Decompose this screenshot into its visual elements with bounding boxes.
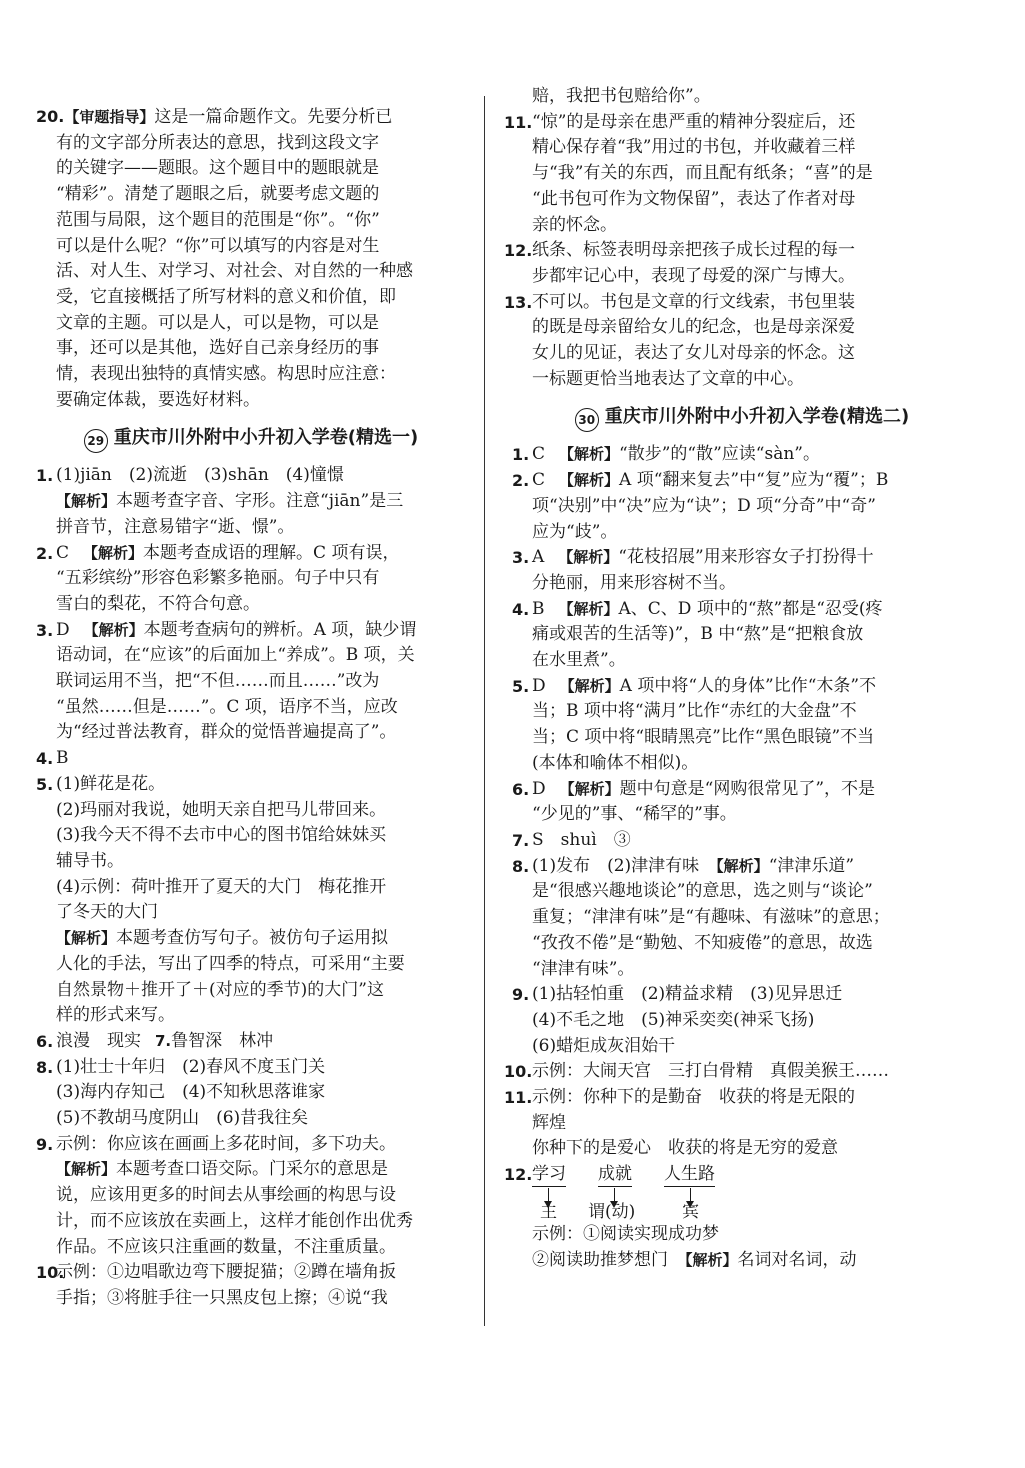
analysis-tag: 【解析】: [56, 929, 117, 948]
question-number: 20.: [36, 107, 65, 126]
section-number-badge: 30: [575, 408, 599, 432]
analysis-tag: 【解析】: [559, 445, 620, 464]
diagram-word: 成就: [598, 1162, 632, 1187]
answer-2: 2. C 【解析】本题考查成语的理解。C 项有误， “五彩缤纷”形容色彩繁多艳丽。句子中只有 雪白的梨花，不符合句意。: [36, 542, 400, 614]
section-title: 重庆市川外附中小升初入学卷(精选二): [604, 406, 910, 428]
diagram-label: 宾: [682, 1202, 699, 1223]
answer-4: 4. B: [36, 748, 69, 769]
section-title: 重庆市川外附中小升初入学卷(精选一): [113, 427, 419, 449]
answer-10: 10. 示例：①边唱歌边弯下腰捉猫；②蹲在墙角扳 手指；③将脏手往一只黑皮包上擦；④说“我: [36, 1262, 396, 1308]
analysis-tag: 【解析】: [83, 620, 144, 639]
diagram-word: 学习: [532, 1162, 566, 1187]
answer-r4: 4. B 【解析】A、C、D 项中的“熬”都是“忍受(疼 痛或艰苦的生活等)”，B 中“熬”是“把粮食放 在水里煮”。: [512, 598, 883, 671]
analysis-tag: 【解析】: [56, 492, 117, 511]
analysis-tag: 【解析】: [56, 1160, 117, 1179]
section-heading-30: [512, 404, 972, 432]
answer-6-7: 6. 浪漫 现实 7.鲁智深 林冲: [36, 1030, 274, 1051]
question-number: 7.: [155, 1031, 172, 1050]
diagram-label: 谓(动): [588, 1202, 636, 1223]
answer-20: 20.【审题指导】这是一篇命题作文。先要分析已 有的文字部分所表达的意思，找到这段文字 的关键字——题眼。这个题目中的题眼就是 “精彩”。清楚了题眼之后，就要考虑文题的 范围与局限，这个题目的范围是“你”。“你” 可以是什么呢？“你”可以填写的内容是对生 活、对人生、对学习、对社会、对自然的一种感 受，它直接概括了所写材料的意义和价值，即 文章的主题。可以是人，可以是物，可以是 事，还可以是其他，选好自己亲身经历的事 情，表现出独特的真情实感。构思时应注意： 要确定体裁，要选好材料。: [36, 107, 413, 410]
analysis-tag: 【解析】: [559, 676, 620, 695]
answer-5: 5. (1)鲜花是花。 (2)玛丽对我说，她明天亲自把马儿带回来。 (3)我今天不得不去市中心的图书馆给妹妹买 辅导书。 (4)示例：荷叶推开了夏天的大门 梅花推开 了冬天的大门 【解析】本题考查仿写句子。被仿句子运用拟 人化的手法，写出了四季的特点，可采用“主要 自然景物＋推开了＋(对应的季节)的大门”这 样的形式来写。: [36, 773, 405, 1026]
answer-r7: 7. S shuì ③: [512, 829, 631, 850]
column-divider: [484, 96, 485, 1326]
analysis-tag: 【解析】: [559, 779, 620, 798]
section-heading-29: [36, 425, 466, 453]
diagram-label: 主: [540, 1202, 557, 1223]
answer-9: 9. 示例：你应该在画画上多花时间，多下功夫。 【解析】本题考查口语交际。门采尔的意思是 说，应该用更多的时间去从事绘画的构思与设 计，而不应该放在卖画上，这样才能创作出优秀 作品。不应该只注重画的数量，不注重质量。: [36, 1133, 413, 1257]
analysis-tag: 【解析】: [559, 471, 620, 490]
answer-1: 1. (1)jiān (2)流逝 (3)shān (4)憧憬 【解析】本题考查字音、字形。注意“jiān”是三 拼音节，注意易错字“逝、憬”。: [36, 465, 404, 537]
analysis-tag: 【审题指导】: [64, 108, 155, 126]
answer-r11: 11. 示例：你种下的是勤奋 收获的将是无限的 辉煌 你种下的是爱心 收获的将是无穷的爱意: [504, 1087, 855, 1159]
answer-12: 12. 纸条、标签表明母亲把孩子成长过程的每一 步都牢记心中，表现了母爱的深广与博大。: [504, 240, 855, 286]
diagram-word: 人生路: [664, 1162, 715, 1187]
answer-r8: 8. (1)发布 (2)津津有味 【解析】“津津乐道” 是“很感兴趣地谈论”的意思，选之则与“谈论” 重复；“津津有味”是“有趣味、有滋味”的意思； “孜孜不倦”是“勤勉、不知疲倦”的意思，故选 “津津有味”。: [512, 855, 890, 979]
section-number-badge: 29: [84, 429, 108, 453]
answer-r9: 9. (1)拈轻怕重 (2)精益求精 (3)见异思迁 (4)不毛之地 (5)神采奕奕(神采飞扬) (6)蜡炬成灰泪始干: [512, 984, 843, 1056]
answer-r10: 10. 示例：大闹天宫 三打白骨精 真假美猴王……: [504, 1061, 889, 1082]
answer-r2: 2. C 【解析】A 项“翻来复去”中“复”应为“覆”；B 项“决别”中“决”应为“诀”；D 项“分奇”中“奇” 应为“歧”。: [512, 470, 889, 542]
answer-r3: 3. A 【解析】“花枝招展”用来形容女子打扮得十 分艳丽，用来形容树不当。: [512, 547, 874, 593]
analysis-tag: 【解析】: [558, 599, 619, 618]
sentence-structure-diagram: [532, 1162, 972, 1222]
analysis-tag: 【解析】: [685, 1250, 738, 1269]
answer-8: 8. (1)壮士十年归 (2)春风不度玉门关 (3)海内存知己 (4)不知秋思落谁家 (5)不教胡马度阴山 (6)昔我往矣: [36, 1056, 326, 1129]
answer-r1: 1. C 【解析】“散步”的“散”应读“sàn”。: [512, 444, 820, 465]
answer-10-continued: 赔，我把书包赔给你”。: [532, 86, 711, 106]
left-column: [36, 104, 466, 1312]
answer-r6: 6. D 【解析】题中句意是“网购很常见了”，不是 “少见的”事、“稀罕的”事。: [512, 778, 876, 825]
analysis-tag: 【解析】: [83, 543, 144, 562]
analysis-tag: 【解析】: [558, 548, 619, 567]
answer-r5: 5. D 【解析】A 项中将“人的身体”比作“木条”不 当；B 项中将“满月”比作“赤红的大金盘”不 当；C 项中将“眼睛黑亮”比作“黑色眼镜”不当 (本体和喻体不相似)。: [512, 675, 877, 773]
analysis-tag: 【解析】: [716, 856, 769, 875]
answer-11: 11. “惊”的是母亲在患严重的精神分裂症后，还 精心保存着“我”用过的书包，并收藏着三样 与“我”有关的东西，而且配有纸条；“喜”的是 “此书包可作为文物保留”，表达了作者对母 亲的怀念。: [504, 111, 873, 235]
answer-13: 13. 不可以。书包是文章的行文线索，书包里装 的既是母亲留给女儿的纪念，也是母亲深爱 女儿的见证，表达了女儿对母亲的怀念。这 一标题更恰当地表达了文章的中心。: [504, 291, 855, 389]
answer-r12: 12. 学习 成就 人生路 主 谓(动) 宾 示例：①阅读实现成功梦 ②阅读助推梦想门 【解析】名词对名词，动: [512, 1162, 972, 1273]
answer-3: 3. D 【解析】本题考查病句的辨析。A 项，缺少谓 语动词，在“应该”的后面加上“养成”。B 项，关 联词运用不当，把“不但……而且……”改为 “虽然……但是……”。C 项，语序不当，应改 为“经过普法教育，群众的觉悟普遍提高了”。: [36, 619, 417, 743]
right-column: [504, 84, 972, 1274]
